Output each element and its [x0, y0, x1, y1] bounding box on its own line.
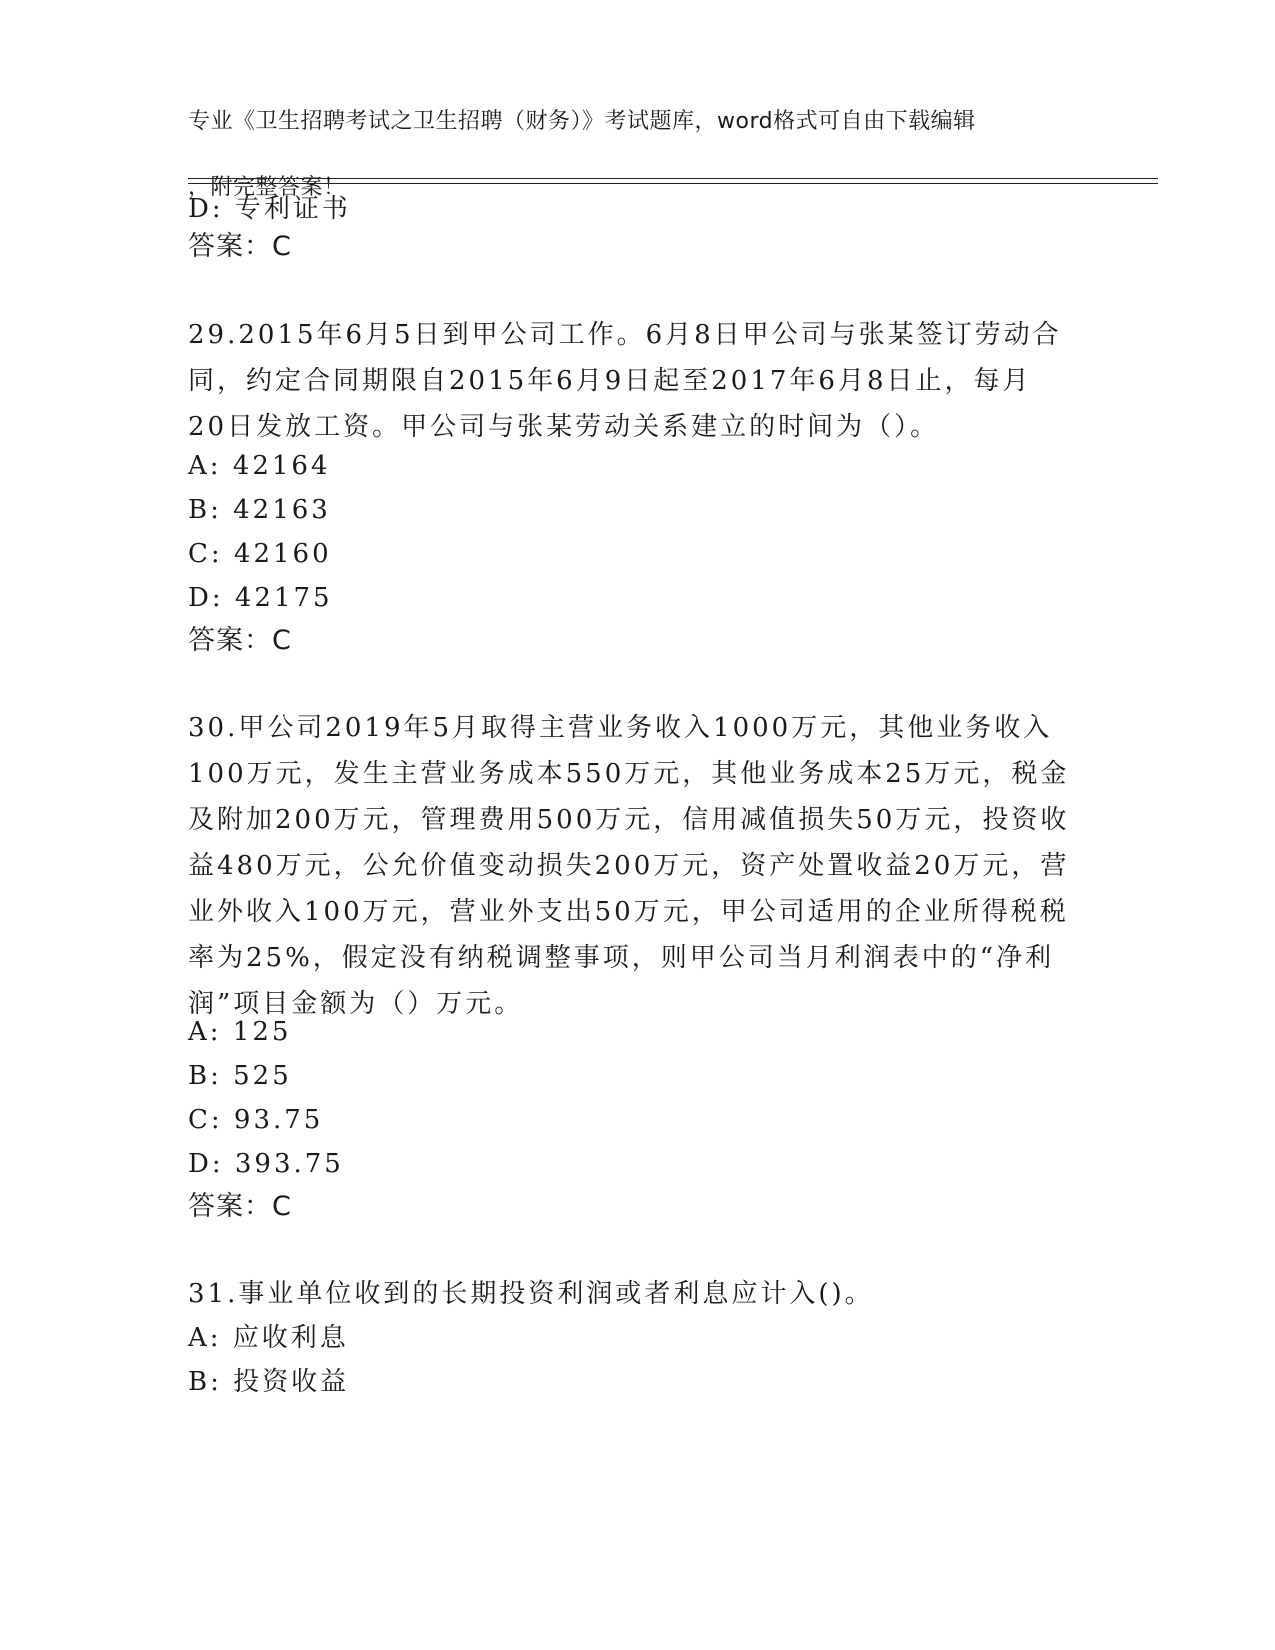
q30-stem-line: 100万元，发生主营业务成本550万元，其他业务成本25万元，税金: [188, 759, 1070, 789]
q31-option-a: A: 应收利息: [188, 1323, 349, 1353]
q30-stem-line: 业外收入100万元，营业外支出50万元，甲公司适用的企业所得税税: [188, 897, 1069, 927]
q30-option-b: B: 525: [188, 1061, 292, 1091]
q30-stem-line: 率为25%，假定没有纳税调整事项，则甲公司当月利润表中的“净利: [188, 943, 1055, 973]
page-header: [188, 72, 1068, 204]
q30-option-c: C: 93.75: [188, 1105, 324, 1135]
header-line-1: 专业《卫生招聘考试之卫生招聘（财务）》考试题库，word格式可自由下载编辑: [188, 109, 976, 134]
q29-answer: 答案：C: [188, 625, 292, 656]
q29-stem-line: 同，约定合同期限自2015年6月9日起至2017年6月8日止，每月: [188, 366, 1032, 396]
q30-stem-line: 润”项目金额为（）万元。: [188, 989, 524, 1019]
header-rule-top: [188, 178, 1158, 179]
q29-option-b: B: 42163: [188, 495, 331, 525]
q30-stem: [188, 705, 1069, 1027]
q30-option-a: A: 125: [188, 1017, 292, 1047]
q31-stem-line: 31.事业单位收到的长期投资利润或者利息应计入()。: [188, 1279, 874, 1309]
q29-stem: [188, 312, 1062, 450]
q30-stem-line: 益480万元，公允价值变动损失200万元，资产处置收益20万元，营: [188, 851, 1070, 881]
q29-option-d: D: 42175: [188, 583, 333, 613]
q30-stem-line: 及附加200万元，管理费用500万元，信用减值损失50万元，投资收: [188, 805, 1070, 835]
prev-answer: 答案：C: [188, 231, 292, 262]
q31-option-b: B: 投资收益: [188, 1367, 350, 1397]
q29-stem-line: 29.2015年6月5日到甲公司工作。6月8日甲公司与张某签订劳动合: [188, 320, 1062, 350]
prev-option-d: D: 专利证书: [188, 194, 351, 224]
q29-option-c: C: 42160: [188, 539, 332, 569]
q31-stem: [188, 1271, 874, 1317]
header-rule-bottom: [188, 183, 1158, 184]
q30-stem-line: 30.甲公司2019年5月取得主营业务收入1000万元，其他业务收入: [188, 713, 1053, 743]
q30-answer: 答案：C: [188, 1191, 292, 1222]
q29-option-a: A: 42164: [188, 451, 331, 481]
q30-option-d: D: 393.75: [188, 1149, 344, 1179]
q29-stem-line: 20日发放工资。甲公司与张某劳动关系建立的时间为（）。: [188, 412, 940, 442]
header-line-2: ，附完整答案！: [188, 175, 346, 200]
